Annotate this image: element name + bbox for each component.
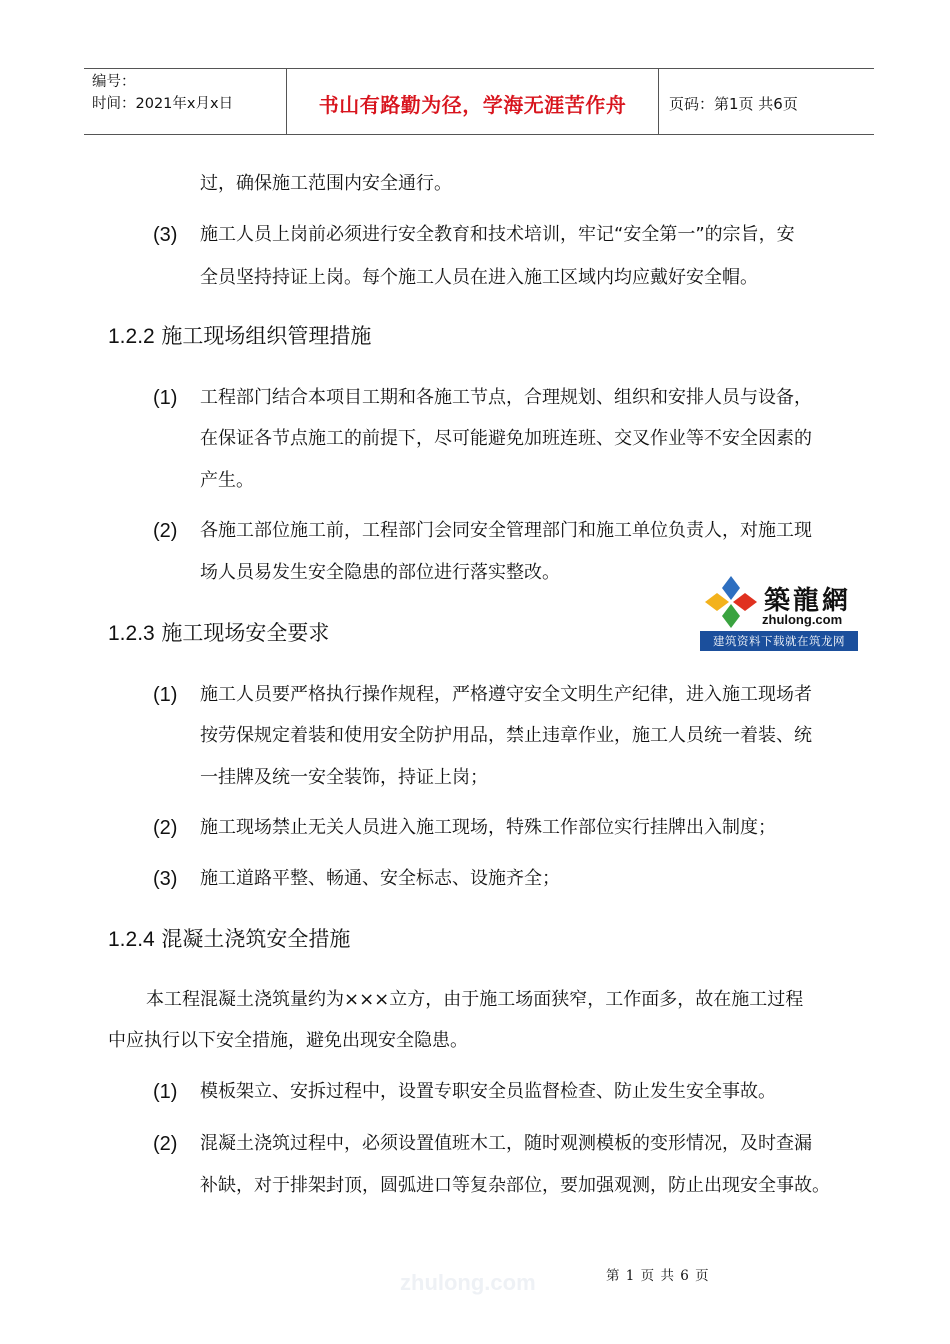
text-line: 补缺，对于排架封顶，圆弧进口等复杂部位，要加强观测，防止出现安全事故。: [200, 1175, 830, 1196]
text-line: 模板架立、安拆过程中，设置专职安全员监督检查、防止发生安全事故。: [200, 1081, 776, 1102]
header-date: 时间：2021年x月x日: [92, 96, 234, 112]
item-number: (1): [153, 684, 178, 706]
text-line: 在保证各节点施工的前提下，尽可能避免加班连班、交叉作业等不安全因素的: [200, 428, 812, 449]
logo-title: 築龍網: [764, 586, 852, 616]
item-number: (1): [153, 1081, 178, 1103]
text-line: 中应执行以下安全措施，避免出现安全隐患。: [108, 1030, 468, 1051]
text-line: 各施工部位施工前，工程部门会同安全管理部门和施工单位负责人，对施工现: [200, 520, 812, 541]
section-heading-1-2-3: [108, 620, 329, 647]
section-title: 施工现场安全要求: [161, 621, 330, 645]
header-number-label: 编号：: [92, 74, 136, 90]
text-line: 过，确保施工范围内安全通行。: [200, 173, 452, 194]
item-number: (1): [153, 387, 178, 409]
text-line: 全员坚持持证上岗。每个施工人员在进入施工区域内均应戴好安全帽。: [200, 267, 758, 288]
header-page-info: 页码：第1页 共6页: [669, 95, 798, 113]
text-line: 工程部门结合本项目工期和各施工节点，合理规划、组织和安排人员与设备，: [200, 387, 812, 408]
watermark: zhulong.com: [400, 1270, 536, 1295]
item-number: (3): [153, 224, 178, 246]
text-line: 产生。: [200, 470, 254, 491]
zhulong-logo-icon: [702, 574, 760, 630]
text-line: 施工人员上岗前必须进行安全教育和技术培训，牢记“安全第一”的宗旨，安: [200, 224, 795, 245]
section-heading-1-2-4: [108, 926, 350, 953]
text-line: 混凝土浇筑过程中，必须设置值班木工，随时观测模板的变形情况，及时查漏: [200, 1133, 812, 1154]
section-number: 1.2.2: [108, 325, 155, 348]
section-title: 混凝土浇筑安全措施: [161, 927, 351, 951]
item-number: (2): [153, 1133, 178, 1155]
section-number: 1.2.3: [108, 622, 155, 645]
zhulong-logo: [700, 574, 858, 652]
header-motto: 书山有路勤为径，学海无涯苦作舟: [286, 69, 659, 134]
text-line: 本工程混凝土浇筑量约为×××立方，由于施工场面狭窄，工作面多，故在施工过程: [146, 989, 804, 1010]
item-number: (3): [153, 868, 178, 890]
logo-slogan: 建筑资料下载就在筑龙网: [700, 631, 858, 651]
text-line: 施工现场禁止无关人员进入施工现场，特殊工作部位实行挂牌出入制度；: [200, 817, 776, 838]
section-heading-1-2-2: [108, 323, 371, 350]
page-footer: 第 1 页 共 6 页: [606, 1268, 710, 1284]
text-line: 场人员易发生安全隐患的部位进行落实整改。: [200, 562, 560, 583]
section-title: 施工现场组织管理措施: [161, 324, 372, 348]
text-line: 按劳保规定着装和使用安全防护用品，禁止违章作业，施工人员统一着装、统: [200, 725, 812, 746]
section-number: 1.2.4: [108, 928, 155, 951]
text-line: 施工道路平整、畅通、安全标志、设施齐全；: [200, 868, 560, 889]
text-line: 一挂牌及统一安全装饰，持证上岗；: [200, 767, 488, 788]
item-number: (2): [153, 520, 178, 542]
text-line: 施工人员要严格执行操作规程，严格遵守安全文明生产纪律，进入施工现场者: [200, 684, 812, 705]
logo-url: zhulong.com: [762, 612, 843, 627]
page-header: [84, 68, 874, 135]
header-meta: [84, 69, 286, 134]
item-number: (2): [153, 817, 178, 839]
